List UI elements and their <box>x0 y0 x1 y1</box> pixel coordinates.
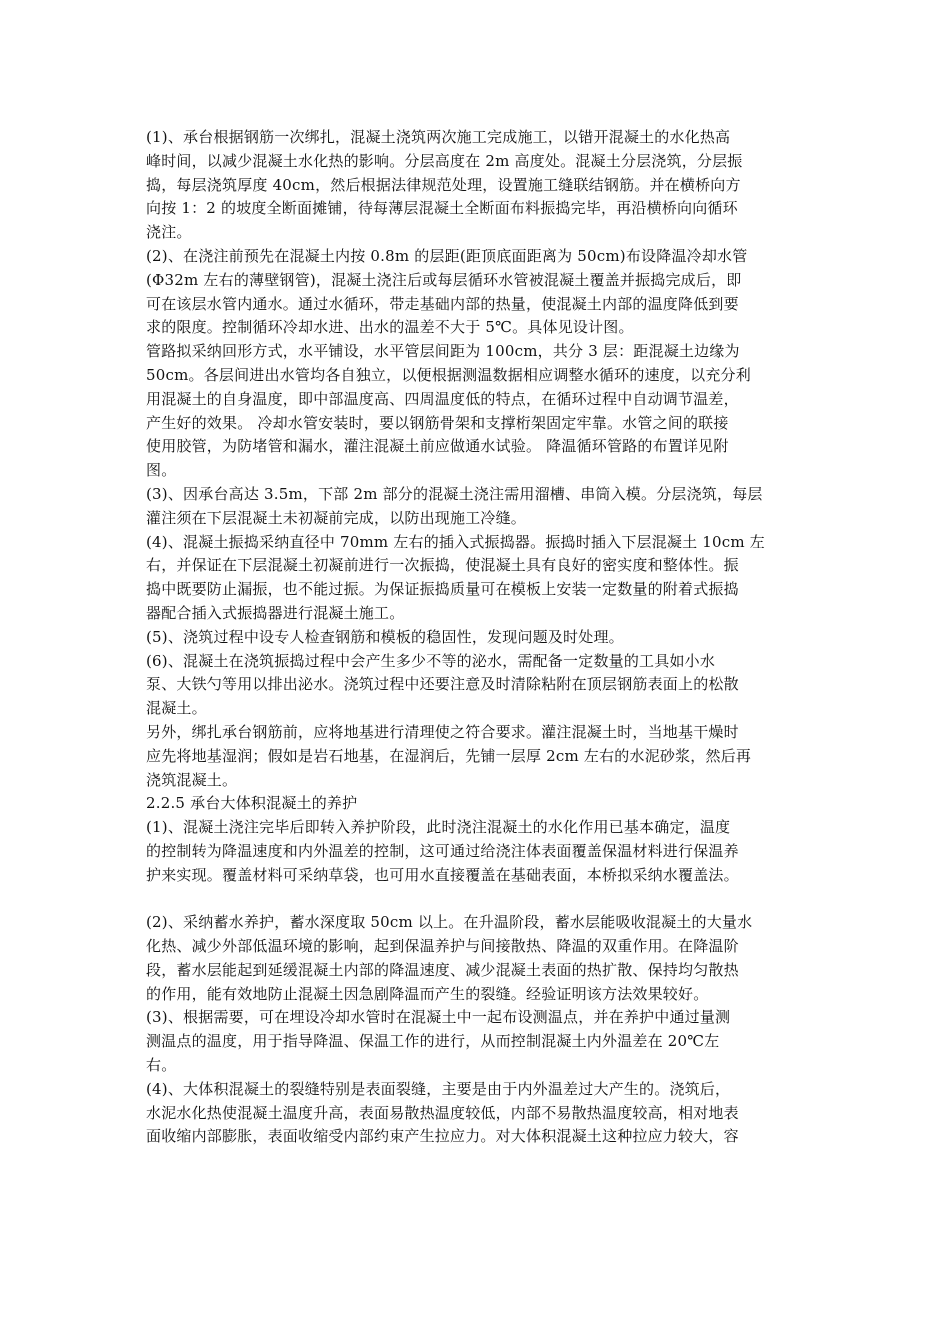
text-line: 的作用，能有效地防止混凝土因急剧降温而产生的裂缝。经验证明该方法效果较好。 <box>146 984 709 1003</box>
text-line: (6)、混凝土在浇筑振捣过程中会产生多少不等的泌水，需配备一定数量的工具如小水 <box>146 651 716 670</box>
text-line: 可在该层水管内通水。通过水循环，带走基础内部的热量，使混凝土内部的温度降低到要 <box>146 294 739 313</box>
text-line: (5)、浇筑过程中设专人检查钢筋和模板的稳固性，发现问题及时处理。 <box>146 627 624 646</box>
text-line: 右。 <box>146 1056 177 1075</box>
text-line: 段，蓄水层能起到延缓混凝土内部的降温速度、减少混凝土表面的热扩散、保持均匀散热 <box>146 960 739 979</box>
document-body <box>146 126 802 1149</box>
text-line: 用混凝土的自身温度，即中部温度高、四周温度低的特点，在循环过程中自动调节温差， <box>146 389 739 408</box>
text-line: 求的限度。控制循环冷却水进、出水的温差不大于 5℃。具体见设计图。 <box>146 318 634 337</box>
text-line: 化热、减少外部低温环境的影响，起到保温养护与间接散热、降温的双重作用。在降温阶 <box>146 937 739 956</box>
text-line: 图。 <box>146 461 177 480</box>
text-line: 另外，绑扎承台钢筋前，应将地基进行清理使之符合要求。灌注混凝土时，当地基干燥时 <box>146 722 739 741</box>
text-line: (Φ32m 左右的薄壁钢管)，混凝土浇注后或每层循环水管被混凝土覆盖并振捣完成后，即 <box>146 270 742 289</box>
text-line: 管路拟采纳回形方式，水平铺设，水平管层间距为 100cm，共分 3 层：距混凝土边缘为 <box>146 342 740 361</box>
text-line: 器配合插入式振捣器进行混凝土施工。 <box>146 603 405 622</box>
text-line: (3)、根据需要，可在埋设冷却水管时在混凝土中一起布设测温点，并在养护中通过量测 <box>146 1008 731 1027</box>
text-line: 捣中既要防止漏振，也不能过振。为保证振捣质量可在模板上安装一定数量的附着式振捣 <box>146 580 739 599</box>
text-line: (1)、承台根据钢筋一次绑扎，混凝土浇筑两次施工完成施工，以错开混凝土的水化热高 <box>146 128 731 146</box>
text-line: 灌注须在下层混凝土未初凝前完成，以防出现施工冷缝。 <box>146 508 527 527</box>
text-line: 测温点的温度，用于指导降温、保温工作的进行，从而控制混凝土内外温差在 20℃左 <box>146 1032 720 1051</box>
text-line: 应先将地基湿润；假如是岩石地基，在湿润后，先铺一层厚 2cm 左右的水泥砂浆，然后再 <box>146 746 752 765</box>
blank-line <box>146 888 802 912</box>
text-line: (1)、混凝土浇注完毕后即转入养护阶段，此时浇注混凝土的水化作用已基本确定，温度 <box>146 818 731 837</box>
text-line: 浇注。 <box>146 223 192 242</box>
text-line: 峰时间，以减少混凝土水化热的影响。分层高度在 2m 高度处。混凝土分层浇筑，分层振 <box>146 151 743 170</box>
text-line: 产生好的效果。 冷却水管安装时，要以钢筋骨架和支撑桁架固定牢靠。水管之间的联接 <box>146 413 729 432</box>
text-line: 面收缩内部膨胀，表面收缩受内部约束产生拉应力。对大体积混凝土这种拉应力较大，容 <box>146 1127 739 1146</box>
text-line: 护来实现。覆盖材料可采纳草袋，也可用水直接覆盖在基础表面，本桥拟采纳水覆盖法。 <box>146 865 739 884</box>
text-line: (2)、采纳蓄水养护，蓄水深度取 50cm 以上。在升温阶段，蓄水层能吸收混凝土的大量水 <box>146 913 753 932</box>
text-line: (4)、大体积混凝土的裂缝特别是表面裂缝，主要是由于内外温差过大产生的。浇筑后， <box>146 1079 731 1098</box>
text-line: 向按 1：2 的坡度全断面摊铺，待每薄层混凝土全断面布料振捣完毕，再沿横桥向向循环 <box>146 199 738 218</box>
text-line: 2.2.5 承台大体积混凝土的养护 <box>146 794 358 813</box>
text-line: 的控制转为降温速度和内外温差的控制，这可通过给浇注体表面覆盖保温材料进行保温养 <box>146 841 739 860</box>
text-line: 混凝土。 <box>146 699 207 718</box>
text-line: 水泥水化热使混凝土温度升高，表面易散热温度较低，内部不易散热温度较高，相对地表 <box>146 1103 739 1122</box>
text-line: (4)、混凝土振捣采纳直径中 70mm 左右的插入式振捣器。振捣时插入下层混凝土 10cm 左 <box>146 532 765 551</box>
text-line: (3)、因承台高达 3.5m，下部 2m 部分的混凝土浇注需用溜槽、串筒入模。分层浇筑，每层 <box>146 484 763 503</box>
text-line: 泵、大铁勺等用以排出泌水。浇筑过程中还要注意及时清除粘附在顶层钢筋表面上的松散 <box>146 675 739 694</box>
text-line: (2)、在浇注前预先在混凝土内按 0.8m 的层距(距顶底面距离为 50cm)布设降温冷却水管 <box>146 246 748 265</box>
text-line: 使用胶管，为防堵管和漏水，灌注混凝土前应做通水试验。 降温循环管路的布置详见附 <box>146 437 729 456</box>
text-line: 捣，每层浇筑厚度 40cm，然后根据法律规范处理，设置施工缝联结钢筋。并在横桥向方 <box>146 175 741 194</box>
text-line: 右，并保证在下层混凝土初凝前进行一次振捣，使混凝土具有良好的密实度和整体性。振 <box>146 556 739 575</box>
text-line: 浇筑混凝土。 <box>146 770 238 789</box>
text-line: 50cm。各层间进出水管均各自独立，以便根据测温数据相应调整水循环的速度，以充分利 <box>146 365 751 384</box>
